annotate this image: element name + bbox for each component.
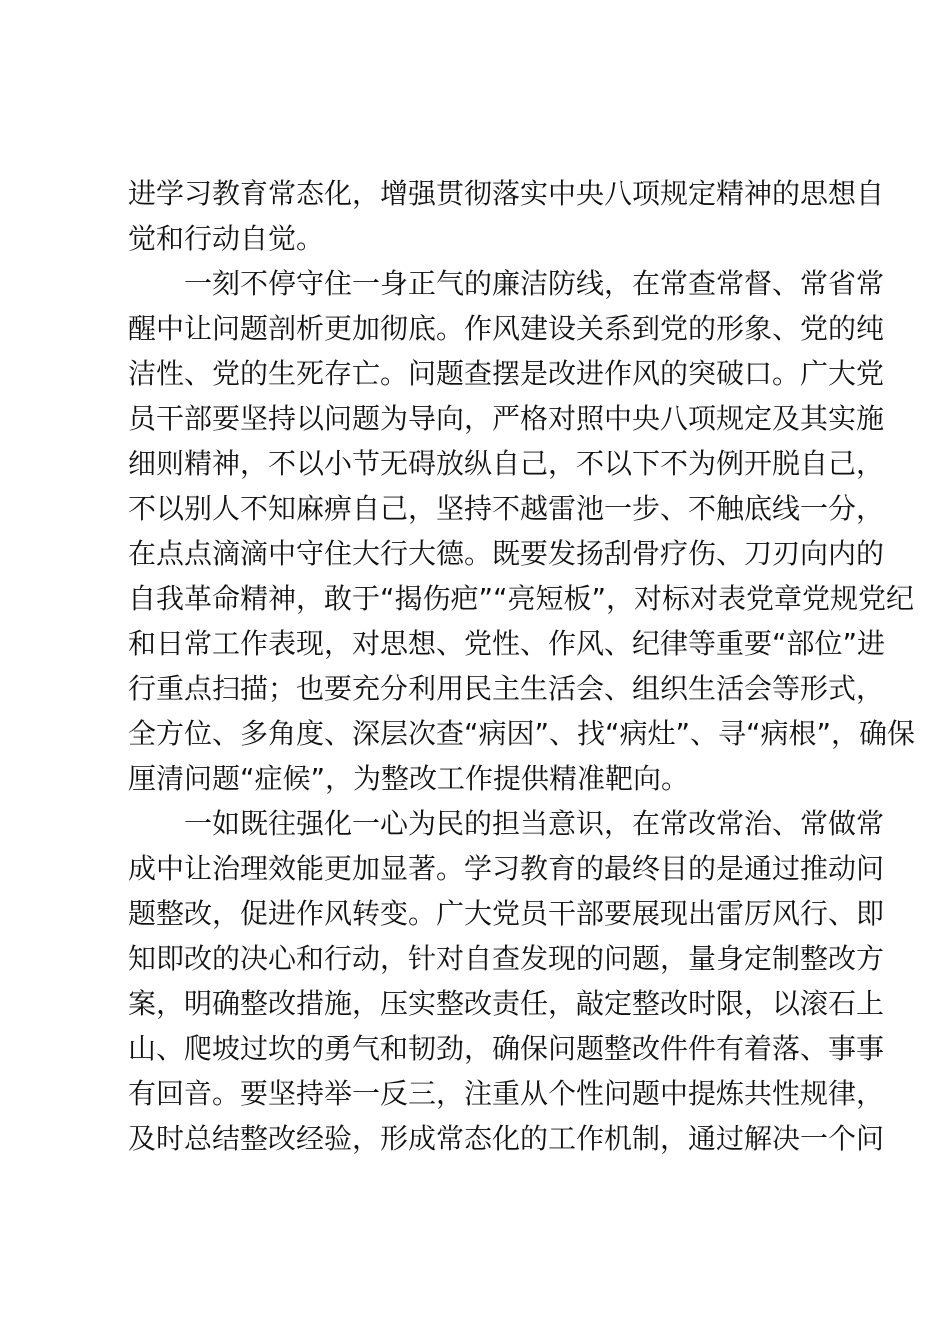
text-line: 成中让治理效能更加显著。学习教育的最终目的是通过推动问 [128,852,885,885]
text-line: 在点点滴滴中守住大行大德。既要发扬刮骨疗伤、刀刃向内的 [128,537,885,570]
text-line: 有回音。要坚持举一反三，注重从个性问题中提炼共性规律， [128,1077,885,1110]
text-line: 知即改的决心和行动，针对自查发现的问题，量身定制整改方 [128,942,885,975]
paragraph-3 [128,801,885,1161]
text-line: 细则精神，不以小节无碍放纵自己，不以下不为例开脱自己， [128,447,885,480]
text-line: 不以别人不知麻痹自己，坚持不越雷池一步、不触底线一分， [128,492,885,525]
text-line: 全方位、多角度、深层次查“病因”、找“病灶”、寻“病根”，确保 [128,717,916,750]
text-line: 题整改，促进作风转变。广大党员干部要展现出雷厉风行、即 [128,897,885,930]
text-line: 觉和行动自觉。 [128,222,325,255]
text-line: 一如既往强化一心为民的担当意识，在常改常治、常做常 [184,807,885,840]
text-line: 员干部要坚持以问题为导向，严格对照中央八项规定及其实施 [128,402,885,435]
text-line: 一刻不停守住一身正气的廉洁防线，在常查常督、常省常 [184,267,885,300]
text-line: 厘清问题“症候”，为整改工作提供精准靶向。 [128,762,690,795]
text-line: 醒中让问题剖析更加彻底。作风建设关系到党的形象、党的纯 [128,312,885,345]
text-line: 进学习教育常态化，增强贯彻落实中央八项规定精神的思想自 [128,177,885,210]
text-line: 行重点扫描；也要充分利用民主生活会、组织生活会等形式， [128,672,885,705]
document-body [128,171,916,1161]
text-line: 和日常工作表现，对思想、党性、作风、纪律等重要“部位”进 [128,627,886,660]
text-line: 自我革命精神，敢于“揭伤疤”“亮短板”，对标对表党章党规党纪 [128,582,915,615]
paragraph-1 [128,171,885,261]
text-line: 洁性、党的生死存亡。问题查摆是改进作风的突破口。广大党 [128,357,885,390]
text-line: 案，明确整改措施，压实整改责任，敲定整改时限，以滚石上 [128,987,885,1020]
text-line: 及时总结整改经验，形成常态化的工作机制，通过解决一个问 [128,1122,885,1155]
paragraph-2 [128,261,916,801]
text-line: 山、爬坡过坎的勇气和韧劲，确保问题整改件件有着落、事事 [128,1032,885,1065]
